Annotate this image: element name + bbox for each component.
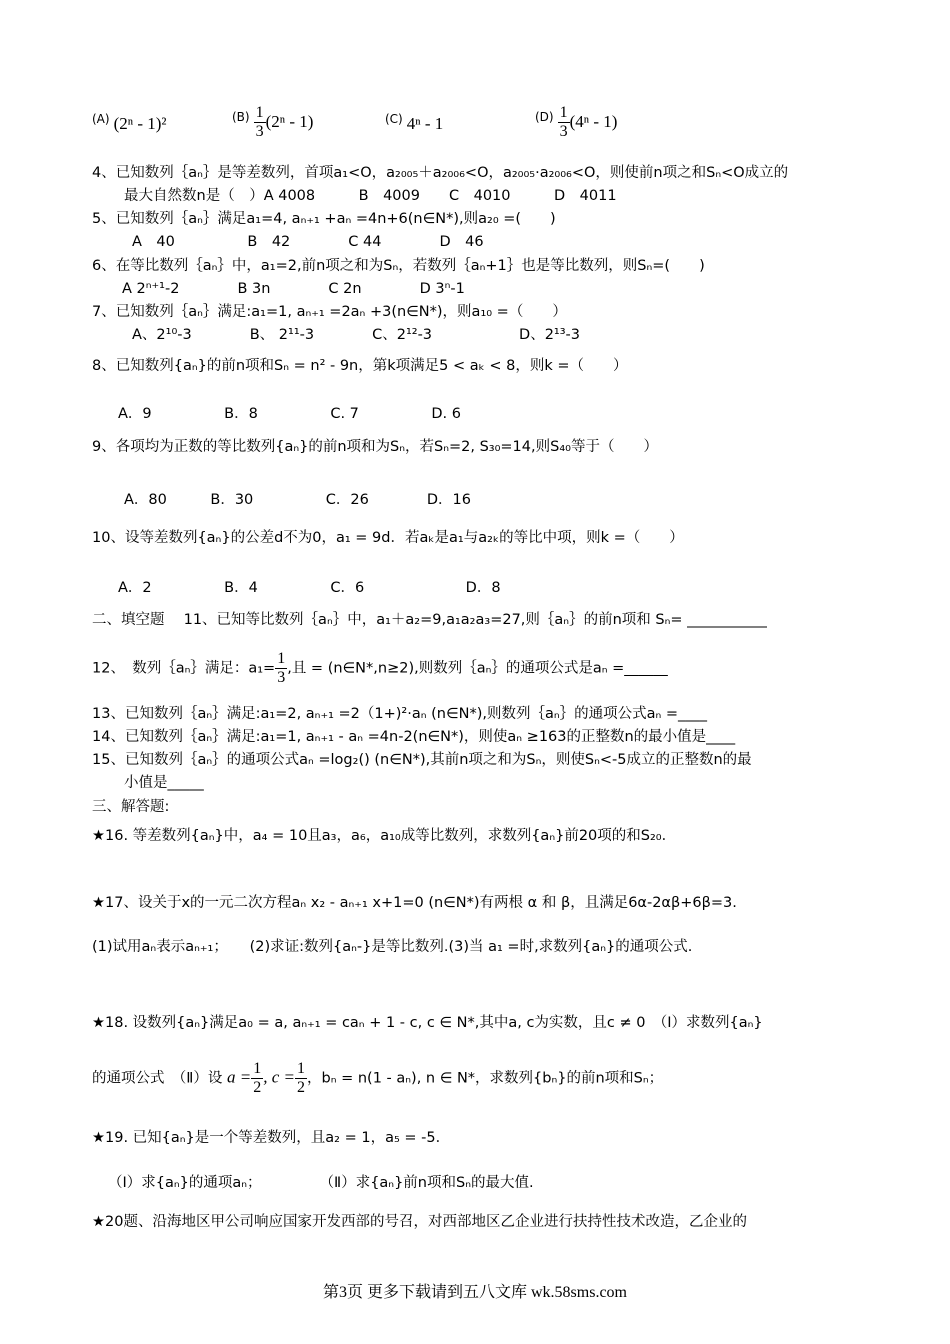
q12-fraction: $\frac{1}{3}$ xyxy=(277,650,286,686)
q14-line: 14、已知数列｛aₙ｝满足:a₁=1, aₙ₊₁ - aₙ =4n-2(n∈N*)，则使aₙ ≥163的正整数n的最小值是____ xyxy=(92,729,736,745)
q19-line2: （Ⅰ）求{aₙ}的通项aₙ； （Ⅱ）求{aₙ}前n项和Sₙ的最大值. xyxy=(108,1175,534,1191)
option-d xyxy=(535,104,617,141)
option-b-fraction: $\frac{1}{3}$ xyxy=(255,104,264,140)
q15-line1: 15、已知数列｛aₙ｝的通项公式aₙ =log₂() (n∈N*),其前n项之和为Sₙ，则使Sₙ<-5成立的正整数n的最 xyxy=(92,752,752,768)
option-d-label: (D) xyxy=(535,110,554,124)
q15-line2: 小值是_____ xyxy=(124,775,204,791)
q7-line1: 7、已知数列｛aₙ｝满足:a₁=1, aₙ₊₁ =2aₙ +3(n∈N*)，则a₁₀ =（ ） xyxy=(92,304,567,320)
solve-header: 三、解答题: xyxy=(92,799,170,815)
option-a-expr: (2ⁿ - 1)² xyxy=(113,114,167,133)
q13-line: 13、已知数列｛aₙ｝满足:a₁=2, aₙ₊₁ =2（1+)²·aₙ (n∈N*),则数列｛aₙ｝的通项公式aₙ =____ xyxy=(92,706,708,722)
option-a-label: (A) xyxy=(92,112,110,126)
option-a xyxy=(92,112,167,134)
option-c xyxy=(385,112,443,134)
fill-header-q11: 二、填空题 11、已知等比数列｛aₙ｝中，a₁＋a₂=9,a₁a₂a₃=27,则｛aₙ｝的前n项和 Sₙ= ___________ xyxy=(92,612,767,628)
q17-line2: (1)试用aₙ表示aₙ₊₁； (2)求证:数列{aₙ-}是等比数列.(3)当 a₁ =时,求数列{aₙ}的通项公式. xyxy=(92,939,693,955)
q18-c-eq: , c = xyxy=(263,1067,296,1087)
q12-suffix: ,且 = (n∈N*,n≥2),则数列｛aₙ｝的通项公式是aₙ =______ xyxy=(287,660,668,677)
q6-options: A 2ⁿ⁺¹-2 B 3n C 2n D 3ⁿ-1 xyxy=(122,281,465,297)
q10-line1: 10、设等差数列{aₙ}的公差d不为0，a₁ = 9d．若aₖ是a₁与a₂ₖ的等比中项，则k =（ ） xyxy=(92,530,684,546)
q12-line xyxy=(92,650,870,687)
option-b-label: (B) xyxy=(232,110,250,124)
q18-line2-prefix: 的通项公式 （Ⅱ）设 xyxy=(92,1070,223,1087)
q8-line1: 8、已知数列{aₙ}的前n项和Sₙ = n² - 9n，第k项满足5 < aₖ < 8，则k =（ ） xyxy=(92,358,628,374)
q4-line1: 4、已知数列｛aₙ｝是等差数列，首项a₁<O，a₂₀₀₅＋a₂₀₀₆<O，a₂₀₀₅·a₂₀₀₆<O，则使前n项之和Sₙ<O成立的 xyxy=(92,165,789,181)
option-c-expr: 4ⁿ - 1 xyxy=(406,114,444,133)
q12-prefix: 12、 数列｛aₙ｝满足：a₁= xyxy=(92,660,276,677)
q16-line: ★16. 等差数列{aₙ}中，a₄ = 10且a₃，a₆，a₁₀成等比数列，求数列{aₙ}前20项的和S₂₀． xyxy=(92,828,677,844)
option-c-label: (C) xyxy=(385,112,403,126)
q18-line2 xyxy=(92,1060,870,1097)
page-footer: 第3页 更多下载请到五八文库 wk.58sms.com xyxy=(322,1284,627,1301)
q6-line1: 6、在等比数列｛aₙ｝中，a₁=2,前n项之和为Sₙ，若数列｛aₙ+1｝也是等比数列，则Sₙ=( ) xyxy=(92,258,705,274)
q19-line1: ★19. 已知{aₙ}是一个等差数列，且a₂ = 1，a₅ = -5． xyxy=(92,1130,451,1146)
q5-options: A 40 B 42 C 44 D 46 xyxy=(132,234,484,250)
q5-line1: 5、已知数列｛aₙ｝满足a₁=4, aₙ₊₁ +aₙ =4n+6(n∈N*),则a₂₀ =( ) xyxy=(92,211,556,227)
option-d-expr: (4ⁿ - 1) xyxy=(569,112,618,131)
q9-options: A．80 B．30 C．26 D．16 xyxy=(124,492,471,508)
q8-options: A．9 B．8 C. 7 D. 6 xyxy=(118,406,461,422)
q20-line: ★20题、沿海地区甲公司响应国家开发西部的号召，对西部地区乙企业进行扶持性技术改造，乙企业的 xyxy=(92,1214,747,1230)
q18-c-fraction: $\frac{1}{2}$ xyxy=(297,1060,306,1096)
q18-a-fraction: $\frac{1}{2}$ xyxy=(253,1060,262,1096)
q7-options: A、2¹⁰-3 B、 2¹¹-3 C、2¹²-3 D、2¹³-3 xyxy=(132,327,580,343)
q18-line1: ★18. 设数列{aₙ}满足a₀ = a, aₙ₊₁ = caₙ + 1 - c, c ∈ N*,其中a, c为实数，且c ≠ 0 （Ⅰ）求数列{aₙ} xyxy=(92,1015,763,1031)
option-b-expr: (2ⁿ - 1) xyxy=(265,112,314,131)
option-b xyxy=(232,104,313,141)
q18-line2-suffix: ，bₙ = n(1 - aₙ), n ∈ N*，求数列{bₙ}的前n项和Sₙ； xyxy=(307,1070,664,1087)
option-d-fraction: $\frac{1}{3}$ xyxy=(559,104,568,140)
q9-line1: 9、各项均为正数的等比数列{aₙ}的前n项和为Sₙ，若Sₙ=2, S₃₀=14,则S₄₀等于（ ） xyxy=(92,439,658,455)
q17-line1: ★17、设关于x的一元二次方程aₙ x₂ - aₙ₊₁ x+1=0 (n∈N*)有两根 α 和 β，且满足6α-2αβ+6β=3. xyxy=(92,895,737,911)
q18-a-eq: a = xyxy=(227,1067,252,1087)
q10-options: A．2 B．4 C．6 D．8 xyxy=(118,580,501,596)
q4-line2: 最大自然数n是（ ）A 4008 B 4009 C 4010 D 4011 xyxy=(124,188,617,204)
